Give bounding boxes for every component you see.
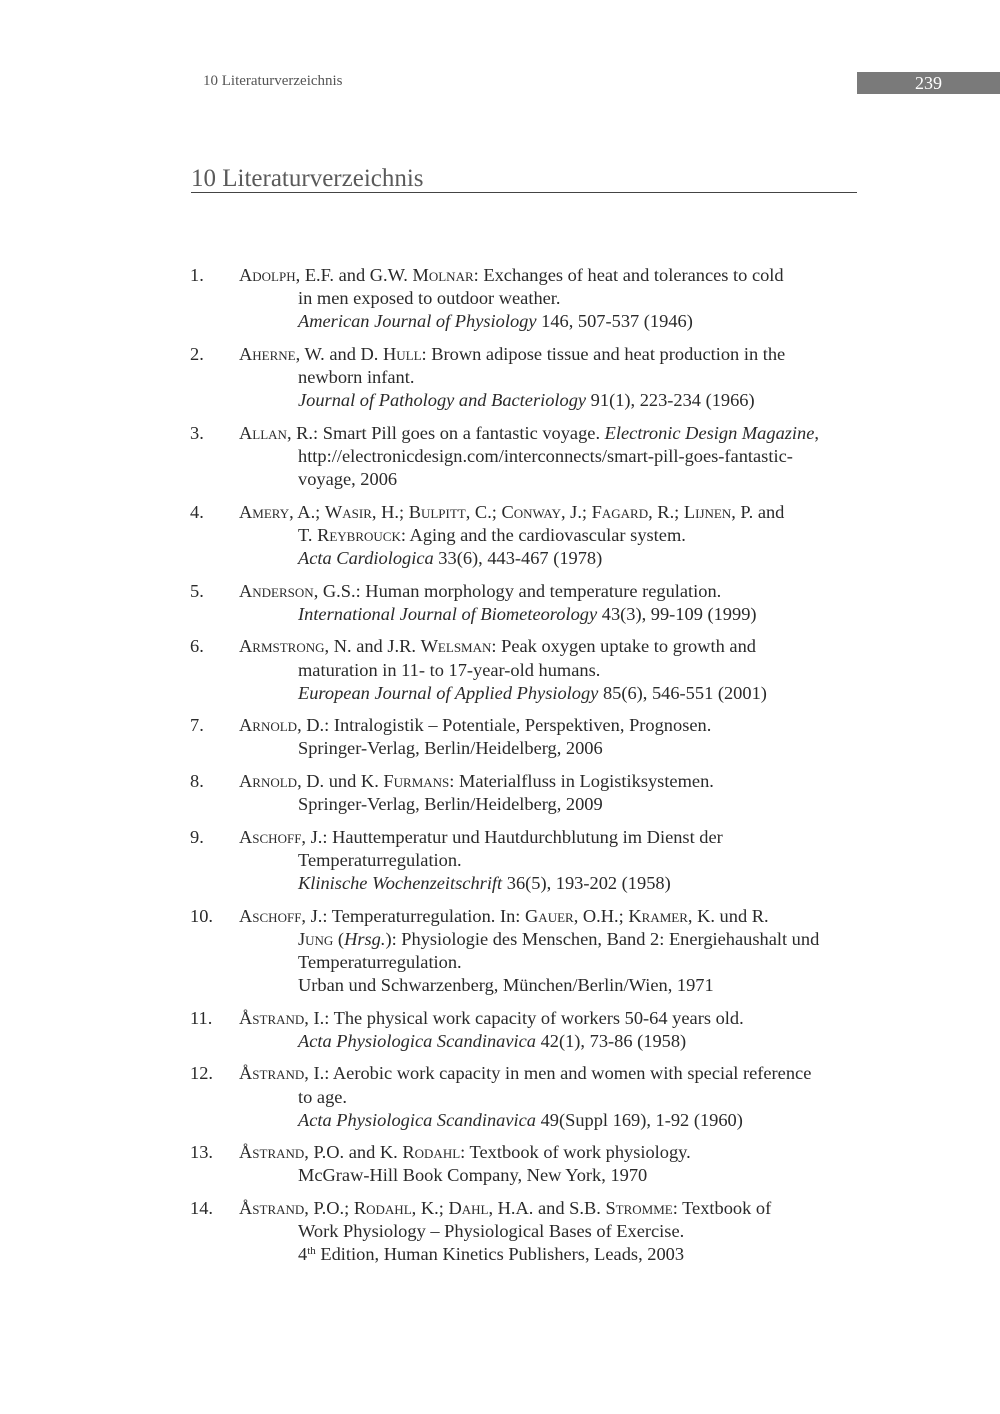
reference-number: 11. <box>190 1007 213 1028</box>
reference-entry <box>190 1197 860 1267</box>
reference-number: 12. <box>190 1063 213 1084</box>
reference-text: , E.F. and G.W. <box>295 265 413 285</box>
author-name: Stromme <box>605 1197 673 1218</box>
reference-line <box>239 951 860 974</box>
reference-text: , R.; <box>648 501 684 522</box>
reference-text: , J.: Hauttemperatur und Hautdurchblutung im Dienst der <box>301 826 723 847</box>
reference-line <box>239 310 860 333</box>
reference-text: Temperaturregulation. <box>298 849 462 870</box>
reference-line <box>239 389 860 412</box>
reference-text: , D.: Intralogistik – Potentiale, Perspektiven, Prognosen. <box>297 715 712 736</box>
reference-entry <box>190 1062 860 1132</box>
author-name: Reybrouck <box>317 524 401 545</box>
reference-text: , R.: Smart Pill goes on a fantastic voyage. <box>286 422 605 443</box>
reference-line <box>239 287 860 310</box>
reference-number: 14. <box>190 1197 213 1218</box>
reference-text: : Aging and the cardiovascular system. <box>400 524 686 545</box>
reference-line <box>239 1086 860 1109</box>
reference-text: 33(6), 443-467 (1978) <box>433 548 603 569</box>
reference-line <box>239 445 860 468</box>
author-name: Hull <box>382 343 422 364</box>
reference-text: 91(1), 223-234 (1966) <box>586 390 755 411</box>
reference-line <box>239 928 860 951</box>
reference-number: 10. <box>190 905 213 926</box>
author-name: Åstrand <box>239 1142 305 1163</box>
journal-title: Hrsg. <box>344 928 386 949</box>
reference-line <box>239 974 860 997</box>
reference-line <box>239 603 860 626</box>
author-name: Jung <box>298 928 334 949</box>
author-name: Åstrand <box>239 1007 305 1028</box>
reference-text: , P.O.; <box>304 1197 354 1218</box>
page-number-tab <box>857 72 1000 94</box>
reference-text: , D. und K. <box>297 770 384 791</box>
author-name: Rodahl <box>402 1142 461 1163</box>
author-name: Aherne <box>239 343 296 364</box>
author-name: Åstrand <box>239 1063 305 1084</box>
reference-text: th <box>307 1245 316 1258</box>
reference-number: 9. <box>190 826 204 847</box>
reference-line <box>239 264 860 287</box>
reference-line <box>239 737 860 760</box>
reference-text: 49(Suppl 169), 1-92 (1960) <box>536 1109 743 1130</box>
reference-text: , J.; <box>560 501 592 522</box>
reference-text: , <box>814 422 820 443</box>
chapter-title: 10 Literaturverzeichnis <box>191 166 857 193</box>
reference-text: Springer-Verlag, Berlin/Heidelberg, 2006 <box>298 738 603 759</box>
reference-line <box>239 682 860 705</box>
reference-text: 4 <box>298 1244 308 1265</box>
journal-title: Acta Cardiologica <box>298 548 434 569</box>
author-name: Bulpitt <box>408 501 466 522</box>
reference-line <box>239 366 860 389</box>
reference-line <box>239 1141 860 1164</box>
reference-entry <box>190 714 860 760</box>
reference-text: , A.; <box>289 501 325 522</box>
reference-text: 146, 507-537 (1946) <box>536 311 693 332</box>
reference-text: Edition, Human Kinetics Publishers, Leads, 2003 <box>315 1244 685 1265</box>
reference-line <box>239 872 860 895</box>
reference-text: , H.; <box>371 501 409 522</box>
reference-text: to age. <box>298 1086 348 1107</box>
reference-line <box>239 547 860 570</box>
reference-text: in men exposed to outdoor weather. <box>298 288 561 309</box>
author-name: Furmans <box>383 770 450 791</box>
reference-line <box>239 770 860 793</box>
reference-entry <box>190 770 860 816</box>
journal-title: International Journal of Biometeorology <box>298 603 598 624</box>
reference-line <box>239 826 860 849</box>
reference-number: 8. <box>190 770 204 791</box>
reference-text: 43(3), 99-109 (1999) <box>597 603 757 624</box>
author-name: Adolph <box>239 265 296 285</box>
author-name: Armstrong <box>239 636 325 657</box>
reference-line <box>239 793 860 816</box>
reference-text: Work Physiology – Physiological Bases of Exercise. <box>298 1221 685 1242</box>
reference-line <box>239 1243 860 1266</box>
author-name: Arnold <box>239 715 298 736</box>
reference-text: , G.S.: Human morphology and temperature regulation. <box>313 580 722 601</box>
reference-text: ( <box>333 928 345 949</box>
reference-number: 7. <box>190 715 204 736</box>
author-name: Gauer <box>525 905 574 926</box>
journal-title: American Journal of Physiology <box>298 311 537 332</box>
reference-line <box>239 1062 860 1085</box>
reference-line <box>239 1220 860 1243</box>
reference-text: voyage, 2006 <box>298 469 398 490</box>
reference-line <box>239 849 860 872</box>
reference-line <box>239 422 860 445</box>
reference-text: http://electronicdesign.com/interconnects/smart-pill-goes-fantastic- <box>298 446 793 467</box>
reference-number: 5. <box>190 580 204 601</box>
journal-title: Journal of Pathology and Bacteriology <box>298 390 587 411</box>
reference-line <box>239 468 860 491</box>
journal-title: Acta Physiologica Scandinavica <box>298 1030 536 1051</box>
page-number: 239 <box>915 73 942 93</box>
reference-entry <box>190 1007 860 1053</box>
reference-line <box>239 524 860 547</box>
journal-title: Acta Physiologica Scandinavica <box>298 1109 536 1130</box>
reference-text: McGraw-Hill Book Company, New York, 1970 <box>298 1165 648 1186</box>
reference-text: , H.A. and S.B. <box>488 1197 606 1218</box>
reference-text: , J.: Temperaturregulation. In: <box>301 905 526 926</box>
reference-line <box>239 501 860 524</box>
reference-text: , O.H.; <box>573 905 629 926</box>
reference-text: : Brown adipose tissue and heat production in the <box>421 343 786 364</box>
author-name: Kramer <box>628 905 688 926</box>
author-name: Conway <box>501 501 561 522</box>
reference-text: , W. and D. <box>295 343 383 364</box>
reference-text: , P. and <box>731 501 785 522</box>
reference-text: maturation in 11- to 17-year-old humans. <box>298 659 601 680</box>
reference-line <box>239 1030 860 1053</box>
reference-text: , I.: The physical work capacity of workers 50-64 years old. <box>304 1007 744 1028</box>
author-name: Fagard <box>591 501 649 522</box>
reference-entry <box>190 826 860 896</box>
reference-line <box>239 1197 860 1220</box>
reference-text: Urban und Schwarzenberg, München/Berlin/Wien, 1971 <box>298 975 714 996</box>
reference-text: , P.O. and K. <box>304 1142 403 1163</box>
reference-line <box>239 1109 860 1132</box>
journal-title: Klinische Wochenzeitschrift <box>298 873 503 894</box>
reference-line <box>239 905 860 928</box>
reference-number: 13. <box>190 1142 213 1163</box>
reference-number: 6. <box>190 636 204 657</box>
reference-list <box>190 264 860 1276</box>
reference-text: : Exchanges of heat and tolerances to cold <box>473 265 784 285</box>
journal-title: Electronic Design Magazine <box>604 422 815 443</box>
reference-number: 4. <box>190 501 204 522</box>
author-name: Rodahl <box>353 1197 412 1218</box>
reference-text: newborn infant. <box>298 367 415 388</box>
reference-line <box>239 343 860 366</box>
author-name: Anderson <box>239 580 314 601</box>
running-header: 10 Literaturverzeichnis <box>203 73 343 89</box>
reference-entry <box>190 343 860 413</box>
reference-line <box>239 1164 860 1187</box>
reference-entry <box>190 635 860 705</box>
reference-line <box>239 635 860 658</box>
reference-text: , N. and J.R. <box>324 636 421 657</box>
author-name: Åstrand <box>239 1197 305 1218</box>
author-name: Allan <box>239 422 287 443</box>
reference-line <box>239 580 860 603</box>
reference-text: Springer-Verlag, Berlin/Heidelberg, 2009 <box>298 794 603 815</box>
author-name: Molnar <box>412 265 474 285</box>
reference-text: Temperaturregulation. <box>298 951 462 972</box>
reference-text: 42(1), 73-86 (1958) <box>536 1030 687 1051</box>
author-name: Aschoff <box>239 905 302 926</box>
reference-line <box>239 659 860 682</box>
reference-entry <box>190 422 860 492</box>
reference-entry <box>190 1141 860 1187</box>
reference-text: , K.; <box>411 1197 449 1218</box>
reference-entry <box>190 264 860 334</box>
reference-number: 1. <box>190 265 204 285</box>
journal-title: European Journal of Applied Physiology <box>298 682 599 703</box>
author-name: Wasir <box>324 501 372 522</box>
reference-text: : Textbook of <box>672 1197 772 1218</box>
reference-text: , K. und R. <box>687 905 769 926</box>
author-name: Arnold <box>239 770 298 791</box>
reference-entry <box>190 905 860 998</box>
reference-entry <box>190 501 860 571</box>
reference-text: 85(6), 546-551 (2001) <box>598 682 767 703</box>
reference-number: 2. <box>190 343 204 364</box>
reference-text: 36(5), 193-202 (1958) <box>502 873 671 894</box>
reference-text: T. <box>298 524 318 545</box>
reference-number: 3. <box>190 422 204 443</box>
reference-text: : Materialfluss in Logistiksystemen. <box>449 770 714 791</box>
reference-text: : Textbook of work physiology. <box>460 1142 691 1163</box>
author-name: Welsman <box>420 636 492 657</box>
reference-line <box>239 714 860 737</box>
reference-line <box>239 1007 860 1030</box>
reference-text: : Peak oxygen uptake to growth and <box>491 636 756 657</box>
author-name: Aschoff <box>239 826 302 847</box>
author-name: Lijnen <box>683 501 732 522</box>
reference-text: , C.; <box>465 501 502 522</box>
author-name: Dahl <box>448 1197 489 1218</box>
reference-text: ): Physiologie des Menschen, Band 2: Energiehaushalt und <box>385 928 820 949</box>
reference-entry <box>190 580 860 626</box>
author-name: Amery <box>239 501 290 522</box>
reference-text: , I.: Aerobic work capacity in men and women with special reference <box>304 1063 812 1084</box>
